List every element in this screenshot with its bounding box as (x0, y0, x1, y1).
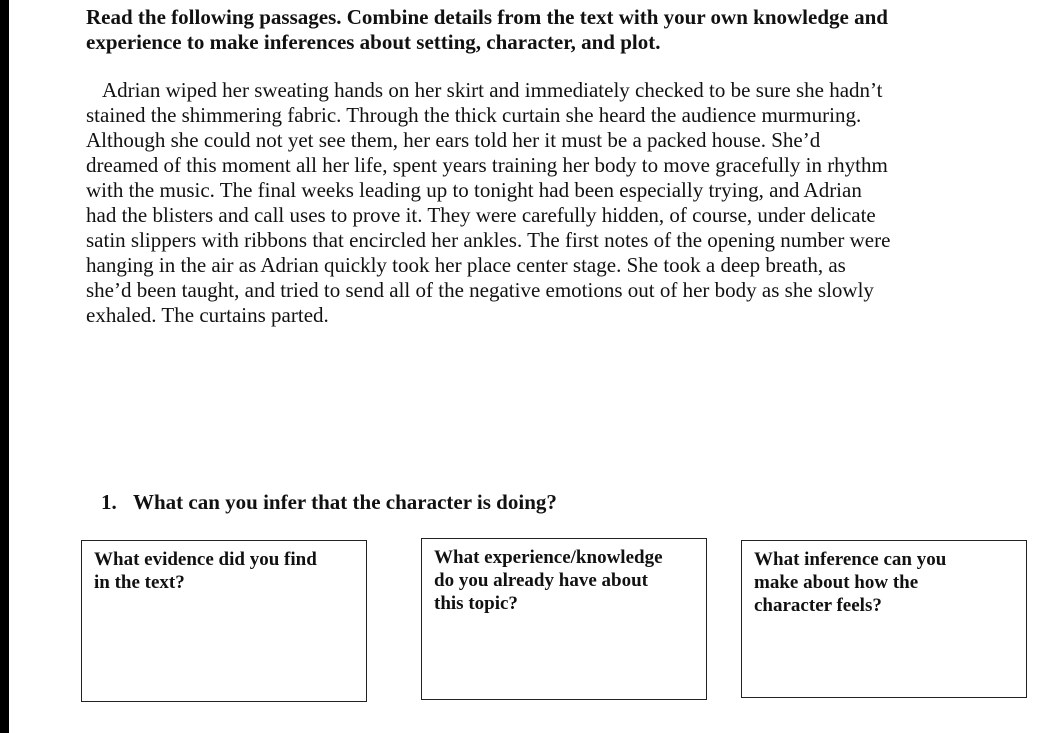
inference-box-prompt: character feels? (754, 595, 882, 616)
instructions-line: Read the following passages. Combine details from the text with your own knowledge and (86, 5, 888, 29)
knowledge-box-prompt: this topic? (434, 593, 518, 614)
inference-box-prompt: make about how the (754, 572, 919, 593)
passage-line: Adrian wiped her sweating hands on her skirt and immediately checked to be sure she hadn’t (102, 78, 883, 102)
inference-box-prompt: What inference can you (754, 549, 947, 570)
question-text: What can you infer that the character is doing? (133, 490, 557, 514)
question-number: 1. (101, 490, 117, 514)
reading-passage (86, 78, 986, 328)
passage-line: hanging in the air as Adrian quickly took her place center stage. She took a deep breath, as (86, 253, 846, 277)
evidence-box[interactable] (81, 540, 367, 702)
knowledge-box-prompt: do you already have about (434, 570, 648, 591)
passage-line: satin slippers with ribbons that encircled her ankles. The first notes of the opening number were (86, 228, 891, 252)
passage-line: exhaled. The curtains parted. (86, 303, 329, 327)
passage-line: dreamed of this moment all her life, spent years training her body to move gracefully in rhythm (86, 153, 888, 177)
passage-line: with the music. The final weeks leading up to tonight had been especially trying, and Adrian (86, 178, 862, 202)
passage-line: stained the shimmering fabric. Through the thick curtain she heard the audience murmuring. (86, 103, 862, 127)
evidence-box-prompt: What evidence did you find (94, 549, 317, 570)
page-left-edge (0, 0, 9, 733)
instructions-line: experience to make inferences about setting, character, and plot. (86, 30, 661, 54)
passage-line: Although she could not yet see them, her ears told her it must be a packed house. She’d (86, 128, 821, 152)
passage-line: had the blisters and call uses to prove it. They were carefully hidden, of course, under delicate (86, 203, 876, 227)
inference-box[interactable] (741, 540, 1027, 698)
knowledge-box[interactable] (421, 538, 707, 700)
question-1 (101, 490, 557, 515)
knowledge-box-prompt: What experience/knowledge (434, 547, 663, 568)
evidence-box-prompt: in the text? (94, 572, 185, 593)
passage-line: she’d been taught, and tried to send all of the negative emotions out of her body as she slowly (86, 278, 874, 302)
instructions-text (86, 5, 986, 55)
